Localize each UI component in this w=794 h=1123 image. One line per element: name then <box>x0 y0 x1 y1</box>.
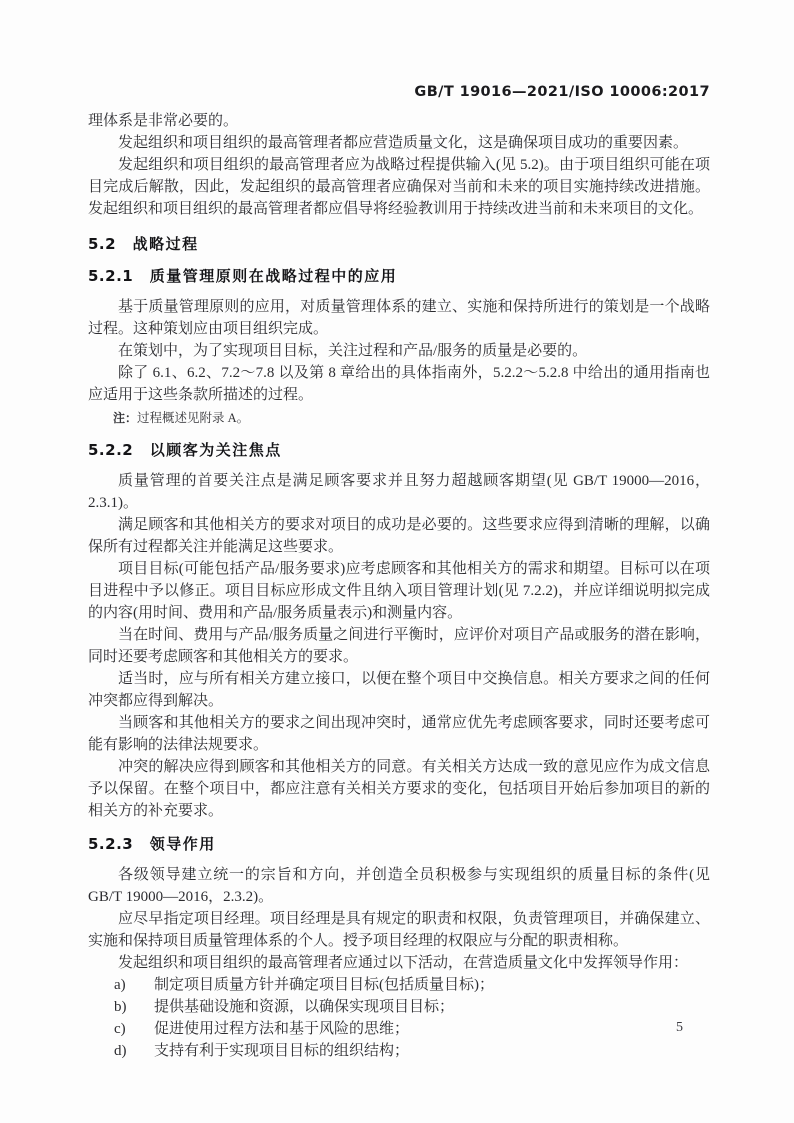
list-item-text: 促进使用过程方法和基于风险的思维； <box>154 1021 410 1037</box>
body-paragraph: 除了 6.1、6.2、7.2～7.8 以及第 8 章给出的具体指南外，5.2.2～5.2.8 中给出的通用指南也应适用于这些条款所描述的过程。 <box>88 365 710 403</box>
section-number: 5.2.2 <box>88 441 134 459</box>
list-item-label: a) <box>114 977 126 993</box>
section-heading-5-2 <box>88 234 710 254</box>
list-item-text: 制定项目质量方针并确定项目目标(包括质量目标)； <box>154 977 494 993</box>
continuation-paragraph: 理体系是非常必要的。 <box>88 113 239 129</box>
body-paragraph: 满足顾客和其他相关方的要求对项目的成功是必要的。这些要求应得到清晰的理解，以确保所有过程都关注并能满足这些要求。 <box>88 517 710 555</box>
body-paragraph: 适当时，应与所有相关方建立接口，以便在整个项目中交换信息。相关方要求之间的任何冲突都应得到解决。 <box>88 671 710 709</box>
note-label: 注： <box>113 411 138 425</box>
body-paragraph: 冲突的解决应得到顾客和其他相关方的同意。有关相关方达成一致的意见应作为成文信息予以保留。在整个项目中，都应注意有关相关方要求的变化，包括项目开始后参加项目的新的相关方的补充要求。 <box>88 759 710 819</box>
body-paragraph: 在策划中，为了实现项目目标，关注过程和产品/服务的质量是必要的。 <box>118 343 588 359</box>
section-number: 5.2 <box>88 235 117 253</box>
page-body <box>88 110 710 1062</box>
note-paragraph <box>88 408 710 428</box>
body-paragraph: 项目目标(可能包括产品/服务要求)应考虑顾客和其他相关方的需求和期望。目标可以在项目进程中予以修正。项目目标应形成文件且纳入项目管理计划(见 7.2.2)，并应详细说明拟完成的内容(用时间、费用和产品/服务质量表示)和测量内容。 <box>88 561 710 621</box>
list-item-label: c) <box>114 1021 126 1037</box>
body-paragraph: 当在时间、费用与产品/服务质量之间进行平衡时，应评价对项目产品或服务的潜在影响，同时还要考虑顾客和其他相关方的要求。 <box>88 627 710 665</box>
body-paragraph: 基于质量管理原则的应用，对质量管理体系的建立、实施和保持所进行的策划是一个战略过程。这种策划应由项目组织完成。 <box>88 299 710 337</box>
list-item-label: d) <box>114 1043 127 1059</box>
body-paragraph: 质量管理的首要关注点是满足顾客要求并且努力超越顾客期望(见 GB/T 19000—2016，2.3.1)。 <box>88 473 710 511</box>
section-number: 5.2.3 <box>88 835 134 853</box>
running-header-standard-code: GB/T 19016—2021/ISO 10006:2017 <box>414 84 710 100</box>
list-item <box>88 1040 710 1062</box>
section-heading-5-2-3 <box>88 834 710 854</box>
section-title: 领导作用 <box>149 835 216 853</box>
section-heading-5-2-2 <box>88 440 710 460</box>
body-paragraph: 各级领导建立统一的宗旨和方向，并创造全员积极参与实现组织的质量目标的条件(见 GB/T 19000—2016，2.3.2)。 <box>88 867 710 905</box>
section-title: 战略过程 <box>132 235 199 253</box>
list-item <box>88 974 710 996</box>
body-paragraph: 当顾客和其他相关方的要求之间出现冲突时，通常应优先考虑顾客要求，同时还要考虑可能有影响的法律法规要求。 <box>88 715 710 753</box>
intro-paragraph: 发起组织和项目组织的最高管理者都应营造质量文化，这是确保项目成功的重要因素。 <box>118 135 689 151</box>
list-item <box>88 996 710 1018</box>
list-item-label: b) <box>114 999 127 1015</box>
section-title: 以顾客为关注焦点 <box>149 441 282 459</box>
intro-paragraph: 发起组织和项目组织的最高管理者应为战略过程提供输入(见 5.2)。由于项目组织可能在项目完成后解散，因此，发起组织的最高管理者应确保对当前和未来的项目实施持续改进措施。发起组织和项目组织的最高管理者都应倡导将经验教训用于持续改进当前和未来项目的文化。 <box>88 157 710 217</box>
section-number: 5.2.1 <box>88 267 134 285</box>
body-paragraph: 应尽早指定项目经理。项目经理是具有规定的职责和权限，负责管理项目，并确保建立、实施和保持项目质量管理体系的个人。授予项目经理的权限应与分配的职责相称。 <box>88 911 710 949</box>
page-number: 5 <box>676 1020 683 1035</box>
list-item <box>88 1018 710 1040</box>
section-heading-5-2-1 <box>88 266 710 286</box>
body-paragraph: 发起组织和项目组织的最高管理者应通过以下活动，在营造质量文化中发挥领导作用： <box>118 955 689 971</box>
section-title: 质量管理原则在战略过程中的应用 <box>149 267 398 285</box>
list-item-text: 提供基础设施和资源，以确保实现项目目标； <box>154 999 455 1015</box>
list-item-text: 支持有利于实现项目目标的组织结构； <box>154 1043 410 1059</box>
note-text: 过程概述见附录 A。 <box>137 411 250 425</box>
lettered-list <box>88 974 710 1062</box>
